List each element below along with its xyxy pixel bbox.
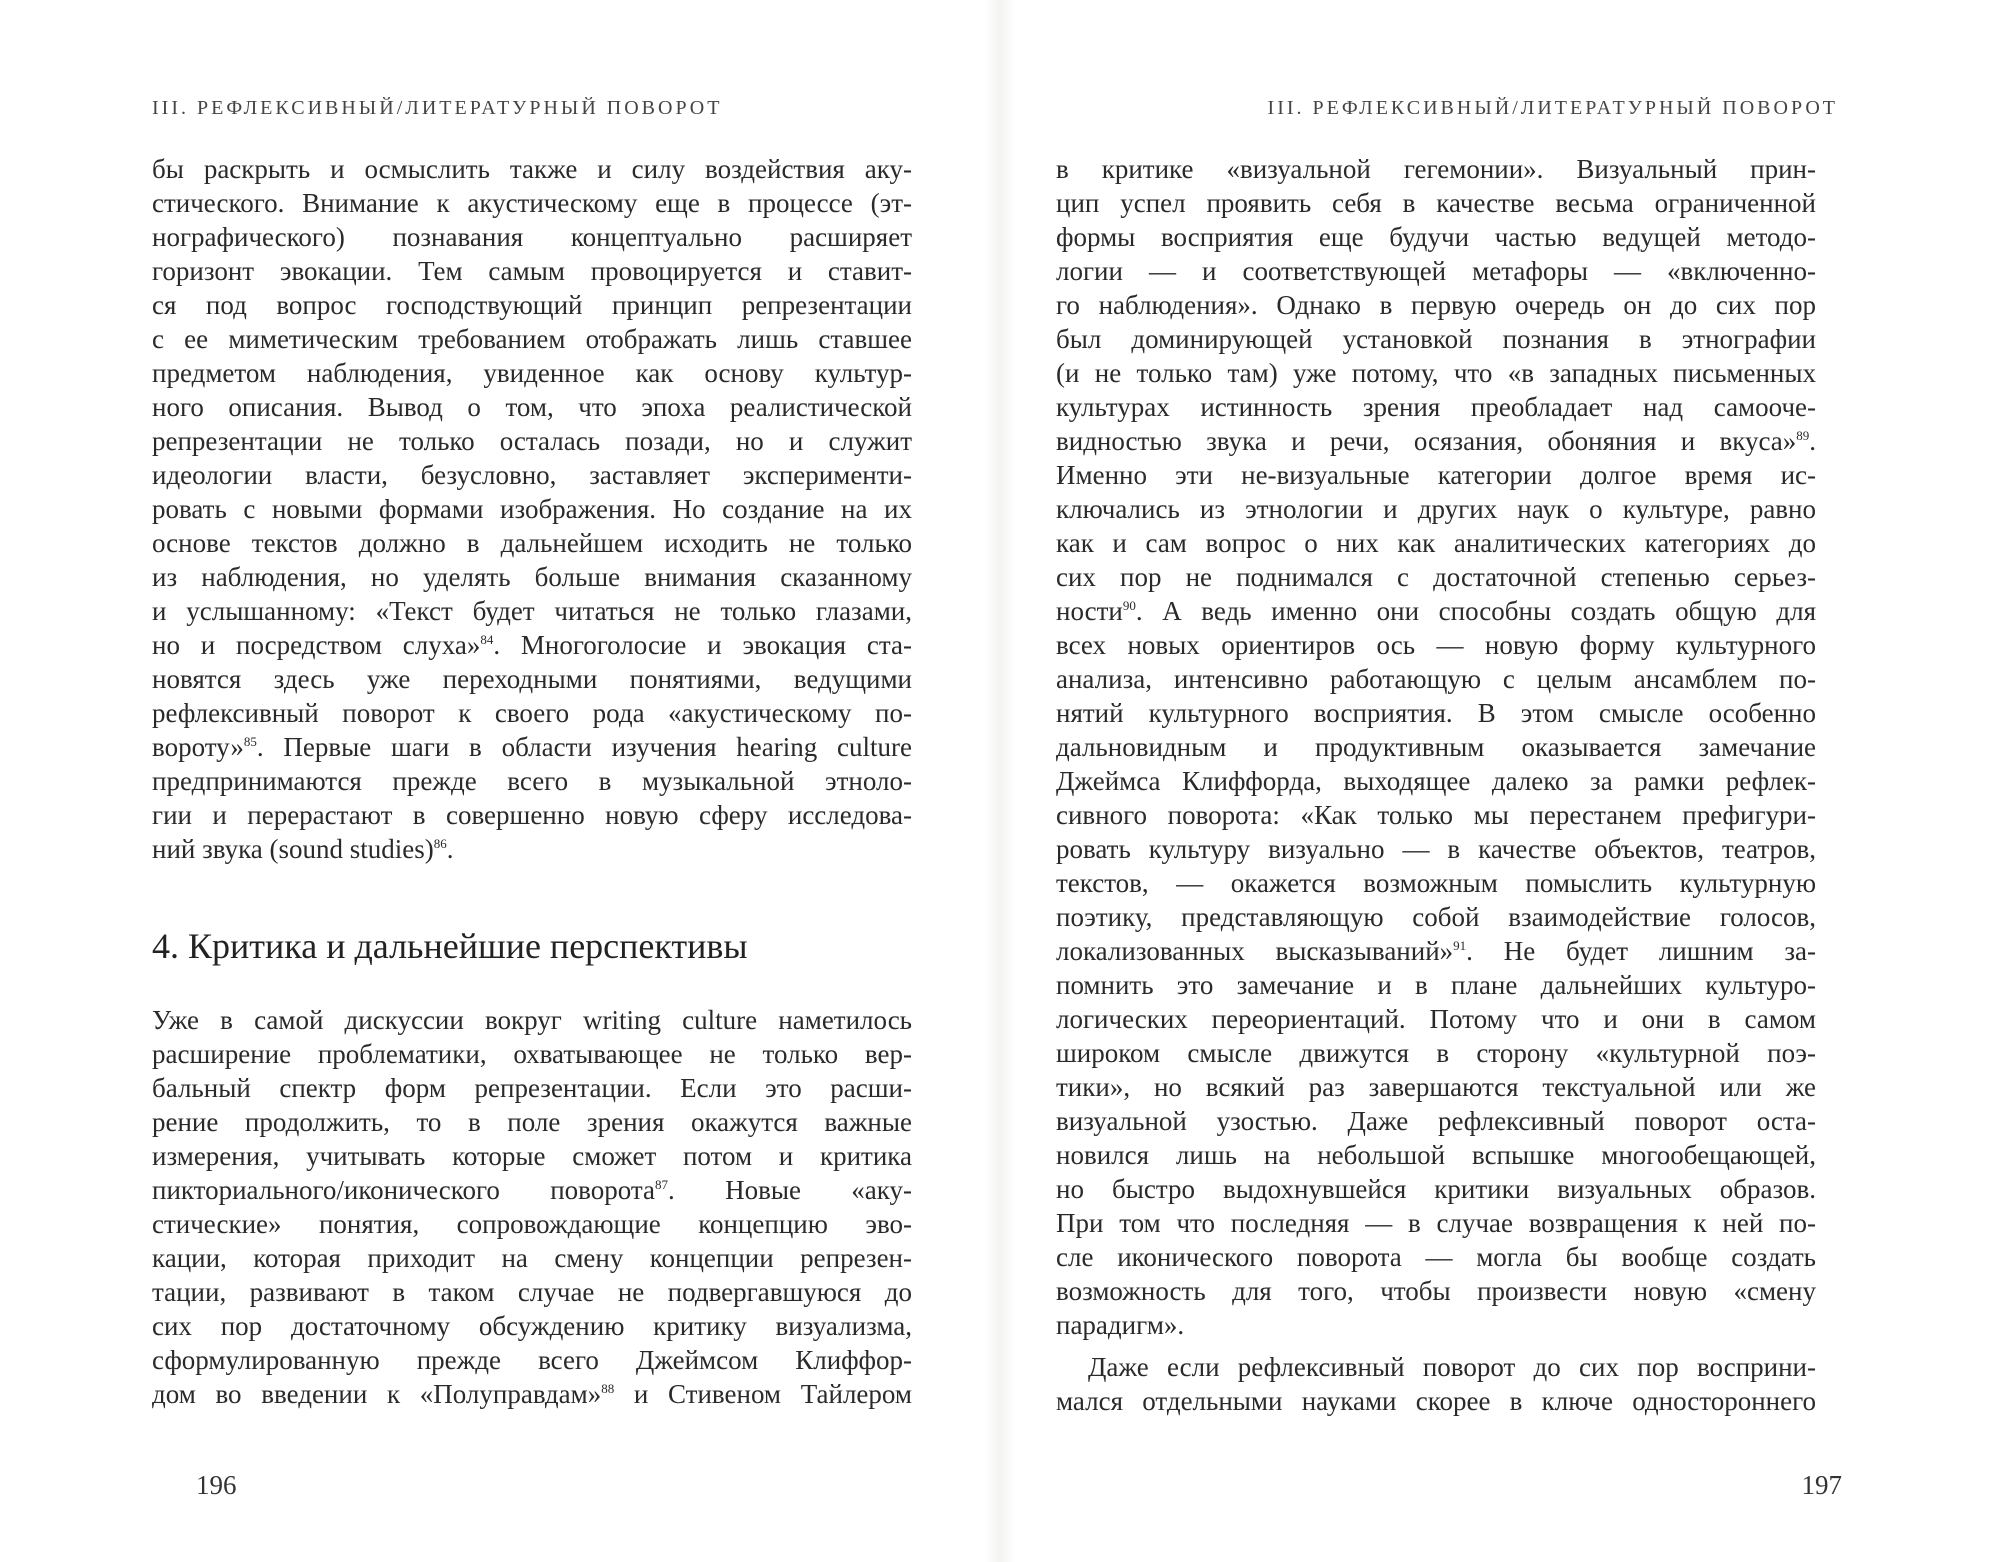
text-line: (и не только там) уже потому, что «в западных письменных bbox=[1056, 358, 1816, 388]
text-line: ся под вопрос господствующий принцип репрезентации bbox=[152, 290, 912, 320]
text-fragment: пикториального/иконического поворота bbox=[152, 1175, 655, 1205]
text-line: Даже если рефлексивный поворот до сих пор восприни- bbox=[1088, 1352, 1816, 1382]
text-line: сивного поворота: «Как только мы перестанем префигури- bbox=[1056, 800, 1816, 830]
text-line: тики», но всякий раз завершаются текстуальной или же bbox=[1056, 1072, 1816, 1102]
text-line: бы раскрыть и осмыслить также и силу воздействия аку- bbox=[152, 154, 912, 184]
text-line bbox=[1056, 594, 1816, 628]
text-line bbox=[1056, 424, 1816, 458]
text-line: предпринимаются прежде всего в музыкальной этноло- bbox=[152, 766, 912, 796]
text-line: Джеймса Клиффорда, выходящее далеко за рамки рефлек- bbox=[1056, 766, 1816, 796]
left-paragraph-1 bbox=[152, 152, 912, 866]
text-line: с ее миметическим требованием отображать лишь ставшее bbox=[152, 324, 912, 354]
text-line: анализа, интенсивно работающую с целым ансамблем по- bbox=[1056, 664, 1816, 694]
text-fragment: и Стивеном Тайлером bbox=[614, 1379, 912, 1409]
text-fragment: . А ведь именно они способны создать общую для bbox=[1135, 596, 1816, 626]
footnote-ref-90: 90 bbox=[1122, 598, 1136, 613]
text-line: го наблюдения». Однако в первую очередь он до сих пор bbox=[1056, 290, 1816, 320]
left-paragraph-2 bbox=[152, 1003, 912, 1411]
text-fragment: ности bbox=[1056, 596, 1123, 626]
text-line bbox=[152, 1173, 912, 1207]
text-fragment: . Новые «аку- bbox=[667, 1175, 912, 1205]
text-line: горизонт эвокации. Тем самым провоцируется и ставит- bbox=[152, 256, 912, 286]
text-line: Уже в самой дискуссии вокруг writing culture наметилось bbox=[152, 1005, 912, 1035]
text-line: тации, развивают в таком случае не подвергавшуюся до bbox=[152, 1277, 912, 1307]
text-line: помнить это замечание и в плане дальнейших культуро- bbox=[1056, 970, 1816, 1000]
text-line: При том что последняя — в случае возвращения к ней по- bbox=[1056, 1208, 1816, 1238]
text-line: гии и перерастают в совершенно новую сферу исследова- bbox=[152, 800, 912, 830]
text-line: предметом наблюдения, увиденное как основу культур- bbox=[152, 358, 912, 388]
text-line: визуальной узостью. Даже рефлексивный поворот оста- bbox=[1056, 1106, 1816, 1136]
text-line: Именно эти не-визуальные категории долгое время ис- bbox=[1056, 460, 1816, 490]
footnote-ref-84: 84 bbox=[480, 632, 494, 647]
text-line: ключались из этнологии и других наук о культуре, равно bbox=[1056, 494, 1816, 524]
text-line bbox=[152, 628, 912, 662]
text-fragment: локализованных высказываний» bbox=[1056, 936, 1454, 966]
text-line bbox=[1056, 934, 1816, 968]
text-line: ровать с новыми формами изображения. Но создание на их bbox=[152, 494, 912, 524]
text-line: из наблюдения, но уделять больше внимания сказанному bbox=[152, 562, 912, 592]
text-line: сих пор не поднимался с достаточной степенью серьез- bbox=[1056, 562, 1816, 592]
right-page bbox=[1000, 0, 2000, 1562]
text-line bbox=[152, 1377, 912, 1411]
text-line: стические» понятия, сопровождающие концепцию эво- bbox=[152, 1209, 912, 1239]
text-fragment: видностью звука и речи, осязания, обоняния и вкуса» bbox=[1056, 426, 1797, 456]
text-line: расширение проблематики, охватывающее не только вер- bbox=[152, 1039, 912, 1069]
text-line: и услышанному: «Текст будет читаться не только глазами, bbox=[152, 596, 912, 626]
text-fragment: дом во введении к «Полуправдам» bbox=[152, 1379, 602, 1409]
text-line: рение продолжить, то в поле зрения окажутся важные bbox=[152, 1107, 912, 1137]
right-text bbox=[1056, 152, 1816, 1418]
text-line: широком смысле движутся в сторону «культурной поэ- bbox=[1056, 1038, 1816, 1068]
text-fragment: . bbox=[446, 834, 454, 864]
text-line: бальный спектр форм репрезентации. Если это расши- bbox=[152, 1073, 912, 1103]
text-line: нографического) познавания концептуально расширяет bbox=[152, 222, 912, 252]
text-line: поэтику, представляющую собой взаимодействие голосов, bbox=[1056, 902, 1816, 932]
text-fragment: . Не будет лишним за- bbox=[1466, 936, 1816, 966]
text-line: новился лишь на небольшой вспышке многообещающей, bbox=[1056, 1140, 1816, 1170]
text-line: идеологии власти, безусловно, заставляет эксперименти- bbox=[152, 460, 912, 490]
text-line: всех новых ориентиров ось — новую форму культурного bbox=[1056, 630, 1816, 660]
text-fragment: вороту» bbox=[152, 732, 244, 762]
text-line: в критике «визуальной гегемонии». Визуальный прин- bbox=[1056, 154, 1816, 184]
text-line: кации, которая приходит на смену концепции репрезен- bbox=[152, 1243, 912, 1273]
text-line: сформулированную прежде всего Джеймсом Клиффор- bbox=[152, 1345, 912, 1375]
text-line: культурах истинность зрения преобладает над самооче- bbox=[1056, 392, 1816, 422]
text-line: возможность для того, чтобы произвести новую «смену bbox=[1056, 1276, 1816, 1306]
text-line: рефлексивный поворот к своего рода «акустическому по- bbox=[152, 698, 912, 728]
text-line: мался отдельными науками скорее в ключе одностороннего bbox=[1056, 1386, 1816, 1416]
text-line: дальновидным и продуктивным оказывается замечание bbox=[1056, 732, 1816, 762]
footnote-ref-87: 87 bbox=[654, 1177, 668, 1192]
text-line: основе текстов должно в дальнейшем исходить не только bbox=[152, 528, 912, 558]
text-line: сле иконического поворота — могла бы вообще создать bbox=[1056, 1242, 1816, 1272]
text-line: цип успел проявить себя в качестве весьма ограниченной bbox=[1056, 188, 1816, 218]
footnote-ref-85: 85 bbox=[243, 734, 257, 749]
text-line: текстов, — окажется возможным помыслить культурную bbox=[1056, 868, 1816, 898]
text-fragment: . bbox=[1809, 426, 1816, 456]
footnote-ref-89: 89 bbox=[1796, 428, 1810, 443]
text-line: нятий культурного восприятия. В этом смысле особенно bbox=[1056, 698, 1816, 728]
footnote-ref-91: 91 bbox=[1453, 938, 1467, 953]
running-head-left: III. РЕФЛЕКСИВНЫЙ/ЛИТЕРАТУРНЫЙ ПОВОРОТ bbox=[152, 97, 723, 119]
text-line: измерения, учитывать которые сможет потом и критика bbox=[152, 1141, 912, 1171]
page-number-right: 197 bbox=[1801, 1470, 1842, 1500]
text-line bbox=[152, 730, 912, 764]
text-line: ного описания. Вывод о том, что эпоха реалистической bbox=[152, 392, 912, 422]
running-head-right: III. РЕФЛЕКСИВНЫЙ/ЛИТЕРАТУРНЫЙ ПОВОРОТ bbox=[1267, 97, 1838, 119]
text-fragment: . Первые шаги в области изучения hearing culture bbox=[256, 732, 912, 762]
section-heading: 4. Критика и дальнейшие перспективы bbox=[152, 926, 748, 966]
text-line: был доминирующей установкой познания в этнографии bbox=[1056, 324, 1816, 354]
text-line: сих пор достаточному обсуждению критику визуализма, bbox=[152, 1311, 912, 1341]
text-line: стического. Внимание к акустическому еще в процессе (эт- bbox=[152, 188, 912, 218]
text-line: логии — и соответствующей метафоры — «включенно- bbox=[1056, 256, 1816, 286]
text-line: формы восприятия еще будучи частью ведущей методо- bbox=[1056, 222, 1816, 252]
text-line: ровать культуру визуально — в качестве объектов, театров, bbox=[1056, 834, 1816, 864]
footnote-ref-88: 88 bbox=[601, 1381, 615, 1396]
footnote-ref-86: 86 bbox=[433, 836, 447, 851]
text-line: как и сам вопрос о них как аналитических категориях до bbox=[1056, 528, 1816, 558]
text-fragment: но и посредством слуха» bbox=[152, 630, 481, 660]
text-line: но быстро выдохнувшейся критики визуальных образов. bbox=[1056, 1174, 1816, 1204]
text-line bbox=[152, 832, 912, 866]
text-fragment: ний звука (sound studies) bbox=[152, 834, 434, 864]
text-line: логических переориентаций. Потому что и они в самом bbox=[1056, 1004, 1816, 1034]
text-line: репрезентации не только осталась позади, но и служит bbox=[152, 426, 912, 456]
text-fragment: . Многоголосие и эвокация ста- bbox=[493, 630, 912, 660]
text-line: парадигм». bbox=[1056, 1310, 1185, 1340]
page-number-left: 196 bbox=[196, 1470, 237, 1500]
text-line: новятся здесь уже переходными понятиями, ведущими bbox=[152, 664, 912, 694]
